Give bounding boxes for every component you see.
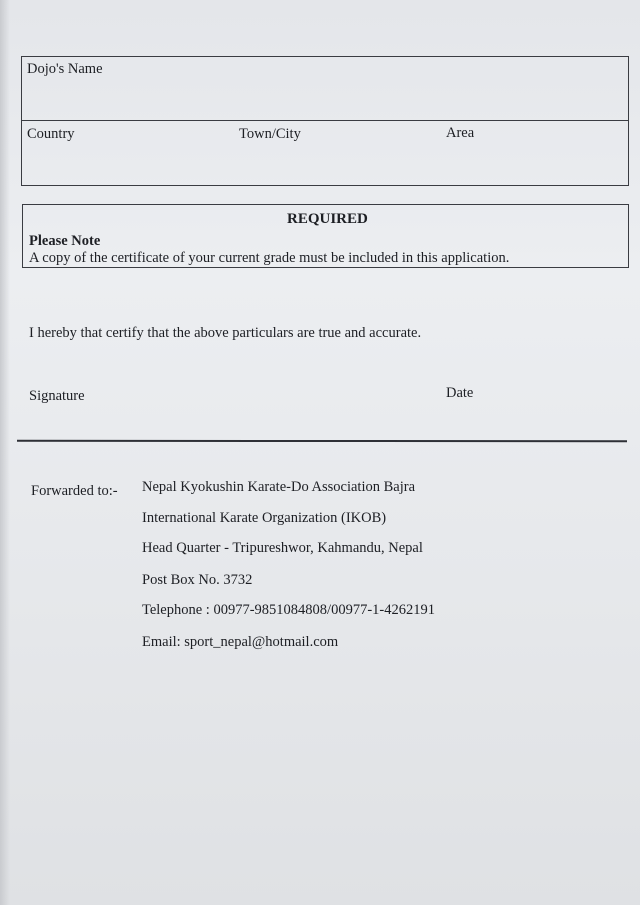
please-note-label: Please Note [29,233,101,249]
address-line-post-box: Post Box No. 3732 [142,572,253,588]
address-line-headquarter: Head Quarter - Tripureshwor, Kahmandu, Nepal [142,540,423,556]
dojo-name-label: Dojo's Name [27,61,103,77]
required-heading: REQUIRED [287,211,368,227]
page-edge-shadow [0,0,10,905]
area-label: Area [446,125,475,141]
signature-label: Signature [29,388,85,404]
country-label: Country [27,126,75,142]
date-label: Date [446,385,474,401]
section-divider-rule [17,440,627,443]
certificate-note-text: A copy of the certificate of your current grade must be included in this application. [29,250,510,266]
address-line-email: Email: sport_nepal@hotmail.com [142,634,339,650]
address-line-telephone: Telephone : 00977-9851084808/00977-1-4262191 [142,602,435,618]
dojo-details-box [21,56,629,186]
town-city-label: Town/City [239,126,301,142]
declaration-text: I hereby that certify that the above particulars are true and accurate. [29,325,422,341]
forwarded-to-label: Forwarded to:- [31,483,118,499]
address-line-association: Nepal Kyokushin Karate-Do Association Bajra [142,479,416,495]
dojo-box-divider [21,120,629,121]
address-line-organization: International Karate Organization (IKOB) [142,510,387,526]
